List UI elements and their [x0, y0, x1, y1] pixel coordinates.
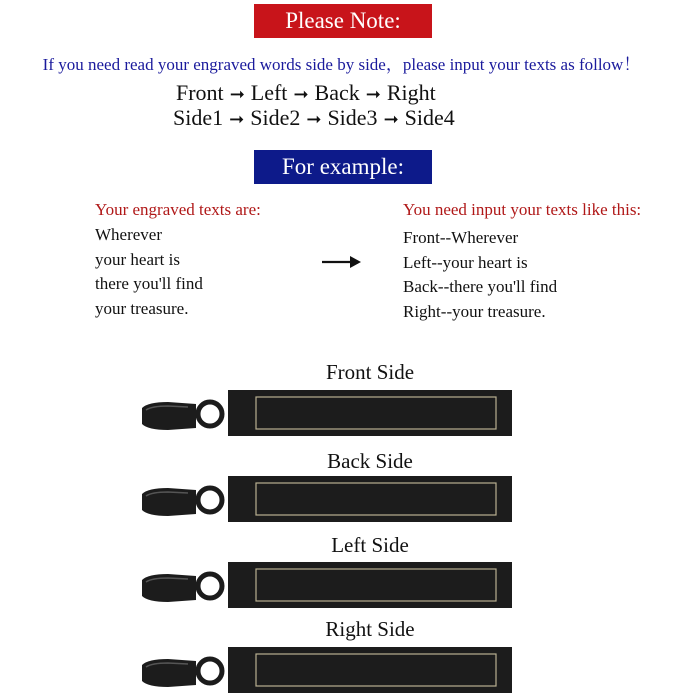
- left-side-pendant-image: [138, 560, 518, 616]
- engraved-texts-title: Your engraved texts are:: [95, 200, 261, 219]
- side-sequence: [173, 105, 455, 131]
- sequence-side3: Side3: [327, 105, 378, 130]
- sequence-side2: Side2: [250, 105, 301, 130]
- input-texts-title: You need input your texts like this:: [403, 200, 642, 219]
- sequence-side4: Side4: [404, 105, 455, 130]
- front-side-label: Front Side: [325, 360, 415, 384]
- input-line: Left--your heart is: [403, 252, 528, 272]
- input-line: Back--there you'll find: [403, 277, 558, 296]
- right-arrow-icon: ➞: [229, 109, 245, 130]
- back-side-pendant-image: [138, 474, 518, 530]
- engraved-line: your treasure.: [95, 298, 189, 318]
- sequence-back: Back: [314, 80, 360, 105]
- engraved-line: there you'll find: [95, 274, 203, 293]
- left-side-label: Left Side: [331, 533, 409, 557]
- engraved-line: Wherever: [95, 225, 163, 244]
- input-texts-lines: [403, 226, 557, 324]
- right-side-label: Right Side: [325, 617, 415, 641]
- sequence-right: Right: [386, 80, 436, 105]
- sequence-front: Front: [176, 80, 224, 105]
- long-right-arrow-icon: [320, 252, 362, 272]
- sequence-side1: Side1: [173, 105, 224, 130]
- right-side-pendant-image: [138, 645, 518, 695]
- sequence-left: Left: [250, 80, 288, 105]
- for-example-banner: For example:: [254, 150, 432, 184]
- right-arrow-icon: ➞: [365, 84, 381, 105]
- please-note-banner: Please Note:: [254, 4, 432, 38]
- right-arrow-icon: ➞: [229, 84, 245, 105]
- engraved-line: your heart is: [95, 249, 180, 269]
- face-sequence: [176, 80, 436, 106]
- right-arrow-icon: ➞: [306, 109, 322, 130]
- right-arrow-icon: ➞: [383, 109, 399, 130]
- engraved-texts-lines: [95, 223, 203, 321]
- front-side-pendant-image: [138, 388, 518, 444]
- input-line: Right--your treasure.: [403, 301, 546, 321]
- back-side-label: Back Side: [327, 449, 413, 473]
- right-arrow-icon: ➞: [293, 84, 309, 105]
- input-line: Front--Wherever: [403, 228, 519, 247]
- intro-instruction: If you need read your engraved words side by side，please input your texts as follow！: [42, 55, 641, 74]
